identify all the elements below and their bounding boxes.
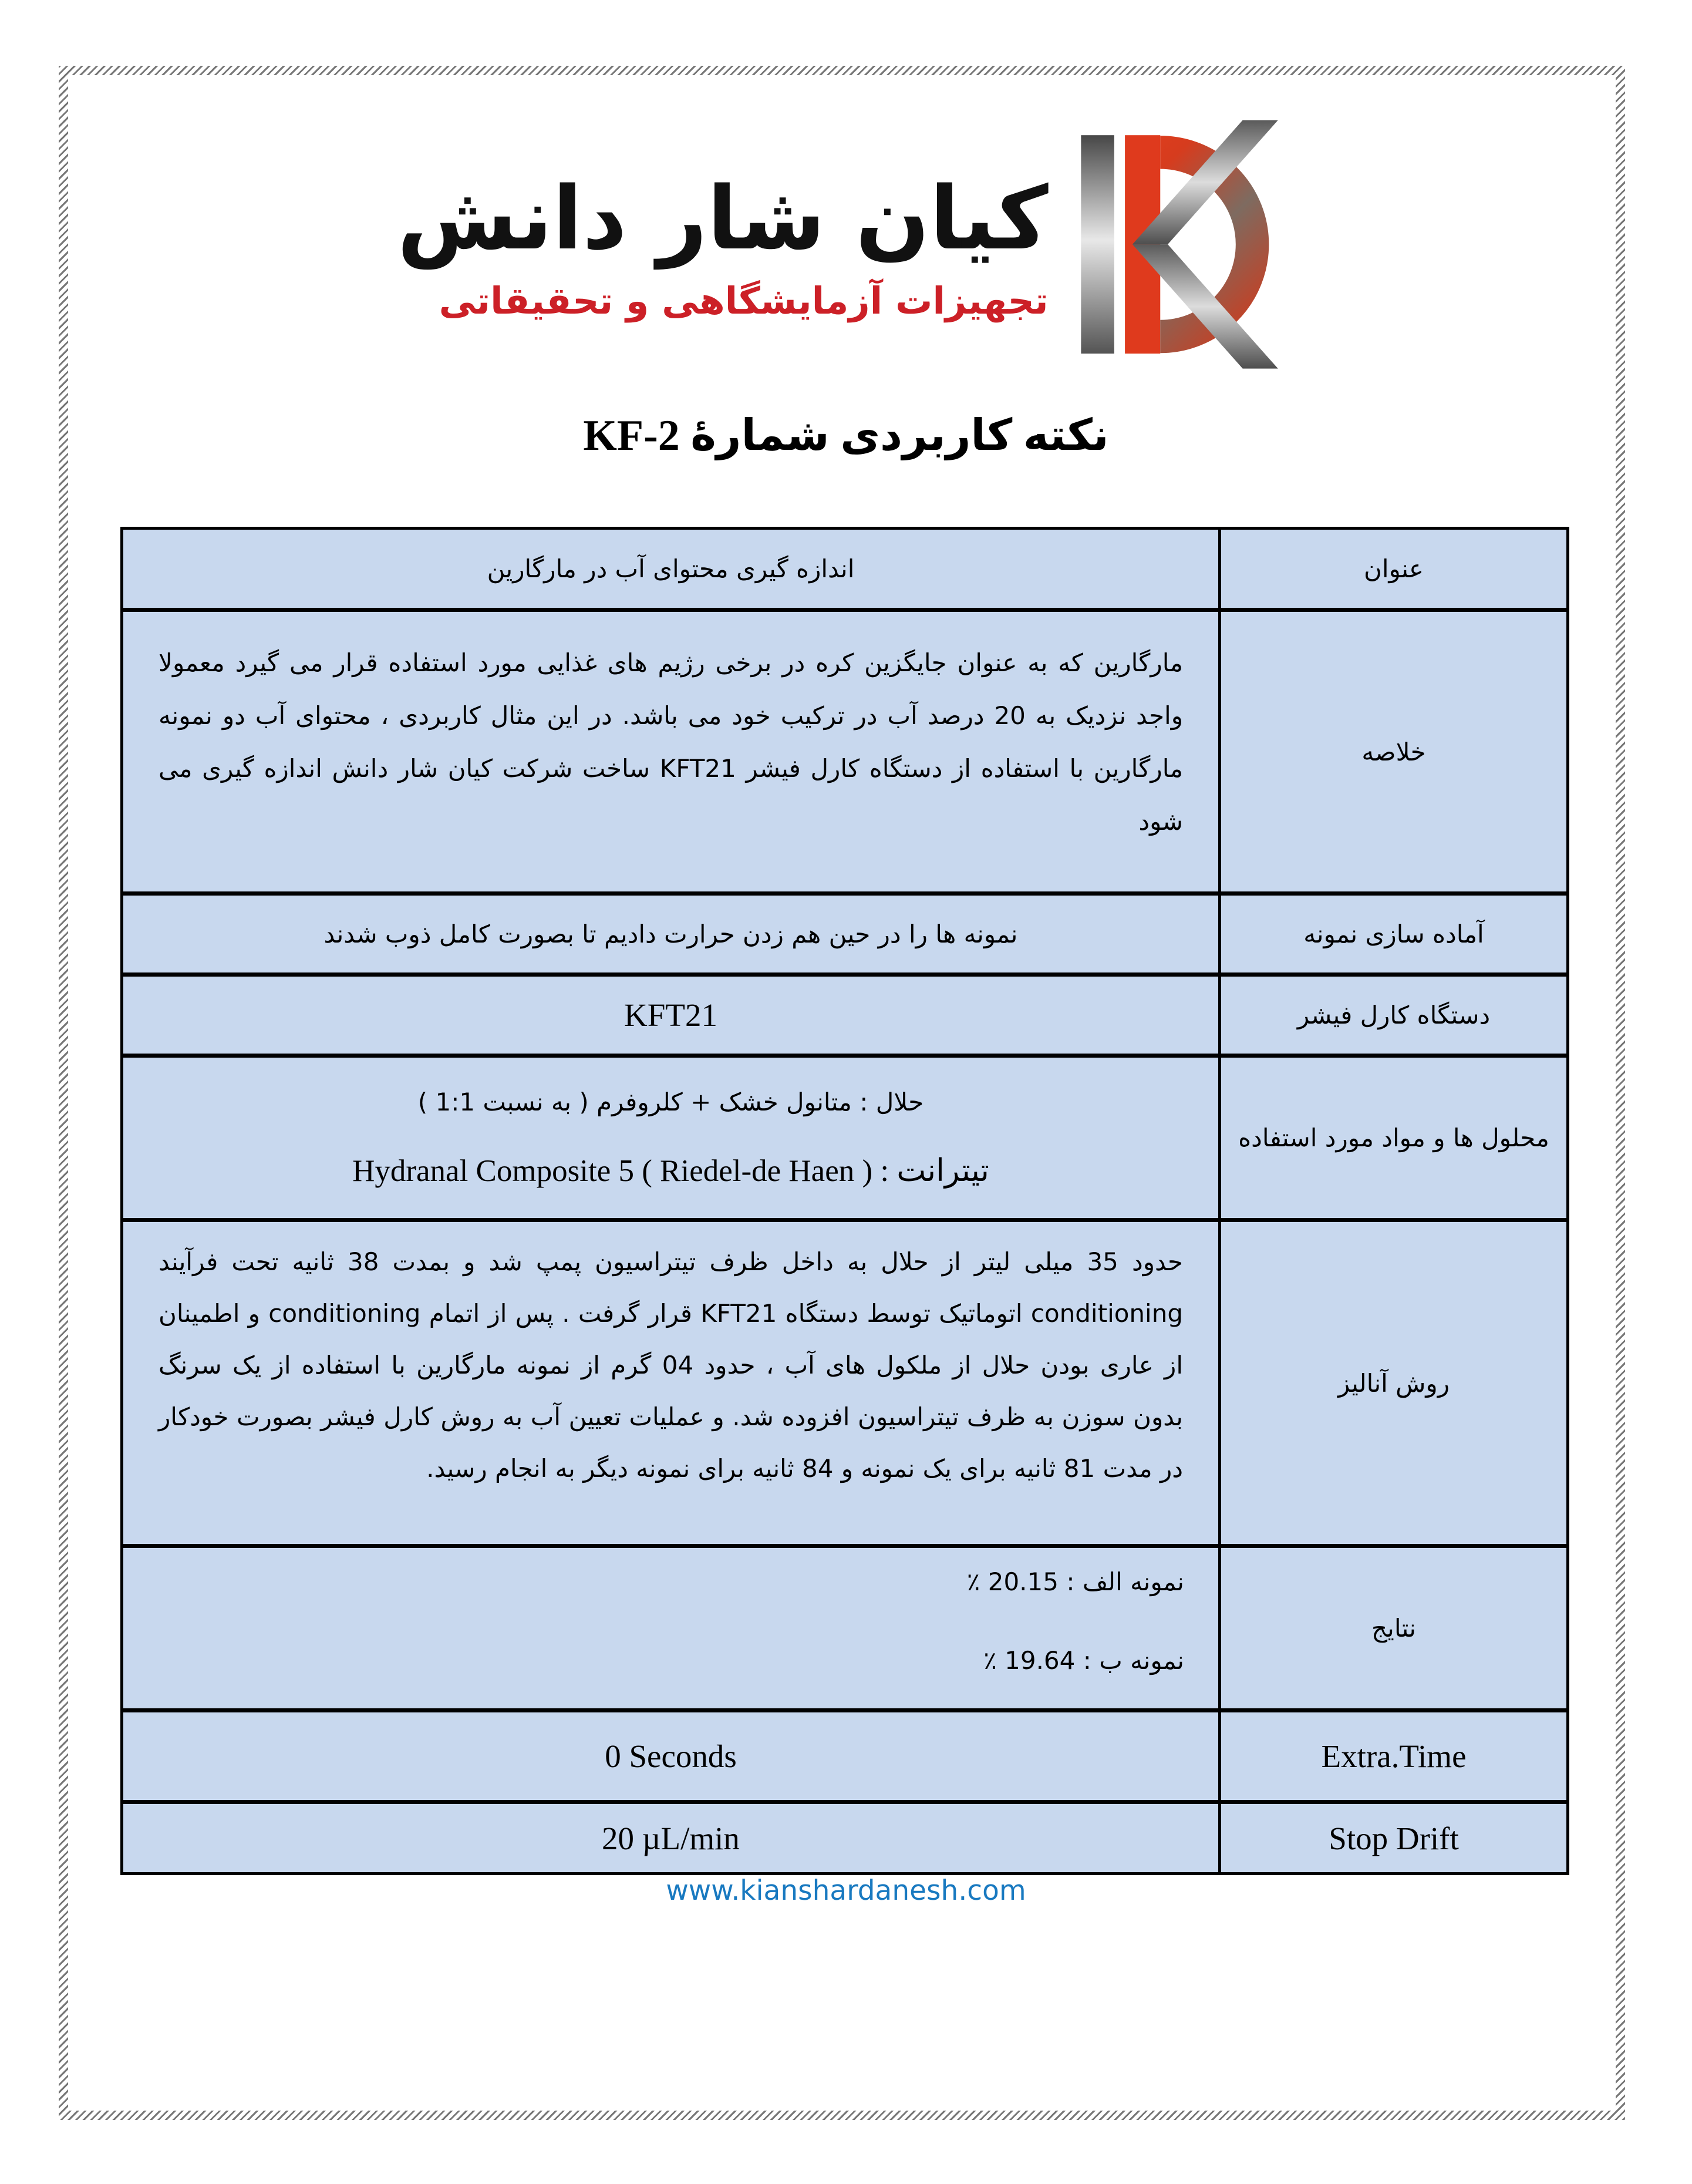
table-row-method	[123, 1218, 1566, 1544]
website-link[interactable]: www.kianshardanesh.com	[666, 1875, 1026, 1907]
table-row-sample-prep	[123, 891, 1566, 972]
logo-text-block	[397, 169, 1048, 322]
cell-method-value	[123, 1222, 1218, 1544]
cell-solutions-value	[123, 1058, 1218, 1218]
row-label-stop-drift: Stop Drift	[1218, 1804, 1566, 1872]
row-label-solutions: محلول ها و مواد مورد استفاده	[1218, 1058, 1566, 1218]
cell-sample-prep-value: نمونه ها را در حین هم زدن حرارت دادیم تا بصورت کامل ذوب شدند	[323, 920, 1018, 948]
spec-table	[120, 527, 1569, 1875]
table-row-instrument	[123, 972, 1566, 1054]
kd-monogram-icon	[1065, 109, 1295, 382]
table-row-summary	[123, 608, 1566, 891]
method-paragraph: حدود 35 میلی لیتر از حلال به داخل ظرف تیتراسیون پمپ شد و بمدت 38 ثانیه تحت فرآیند conditioning اتوماتیک توسط دستگاه KFT21 قرار گرفت . پس از اتمام conditioning و اطمینان از عاری بودن حلال از ملکول های آب ، حدود 04 گرم از نمونه مارگارین با استفاده از یک سرنگ بدون سوزن به ظرف تیتراسیون افزوده شد. و عملیات تعیین آب به روش کارل فیشر بصورت خودکار در مدت 81 ثانیه برای یک نمونه و 84 ثانیه برای نمونه دیگر به انجام رسید.	[159, 1247, 1183, 1483]
brand-name: کیان شار دانش	[397, 168, 1049, 270]
table-row-results	[123, 1544, 1566, 1708]
row-label-title: عنوان	[1218, 530, 1566, 608]
row-label-results: نتایج	[1218, 1548, 1566, 1708]
page-title: نکته کاربردی شمارهٔ KF-2	[583, 412, 1109, 460]
brand-tagline: تجهیزات آزمایشگاهی و تحقیقاتی	[439, 279, 1049, 322]
row-label-instrument: دستگاه کارل فیشر	[1218, 977, 1566, 1054]
row-label-method: روش آنالیز	[1218, 1222, 1566, 1544]
footer	[0, 1875, 1692, 1907]
titrant-value: Hydranal Composite 5 ( Riedel-de Haen )	[352, 1153, 873, 1188]
table-row-title	[123, 530, 1566, 608]
table-row-solutions	[123, 1054, 1566, 1218]
table-row-stop-drift	[123, 1800, 1566, 1872]
titrant-label: تیترانت :	[880, 1153, 989, 1188]
summary-paragraph: مارگارین که به عنوان جایگزین کره در برخی رژیم های غذایی مورد استفاده قرار می گیرد معمولا واجد نزدیک به 20 درصد آب در ترکیب خود می باشد. در این مثال کاربردی ، محتوای آب دو نمونه مارگارین با استفاده از دستگاه کارل فیشر KFT21 ساخت شرکت کیان شار دانش اندازه گیری می شود	[159, 648, 1183, 836]
result-sample-a: نمونه الف : 20.15 ٪	[966, 1567, 1184, 1596]
titrant-line	[123, 1153, 1218, 1189]
row-label-extra-time: Extra.Time	[1218, 1712, 1566, 1800]
company-logo	[0, 109, 1692, 382]
row-label-sample-prep: آماده سازی نمونه	[1218, 896, 1566, 972]
cell-instrument-value: KFT21	[624, 997, 717, 1033]
cell-summary-value	[123, 612, 1218, 891]
cell-title-value: اندازه گیری محتوای آب در مارگارین	[487, 554, 855, 583]
row-label-summary: خلاصه	[1218, 612, 1566, 891]
result-sample-b: نمونه ب : 19.64 ٪	[983, 1646, 1184, 1675]
cell-stop-drift-value: 20 µL/min	[602, 1820, 740, 1856]
table-row-extra-time	[123, 1708, 1566, 1800]
cell-results-value	[123, 1548, 1218, 1708]
solvent-line: حلال : متانول خشک + کلروفرم ( به نسبت 1:1 )	[417, 1087, 924, 1116]
cell-extra-time-value: 0 Seconds	[605, 1738, 737, 1774]
